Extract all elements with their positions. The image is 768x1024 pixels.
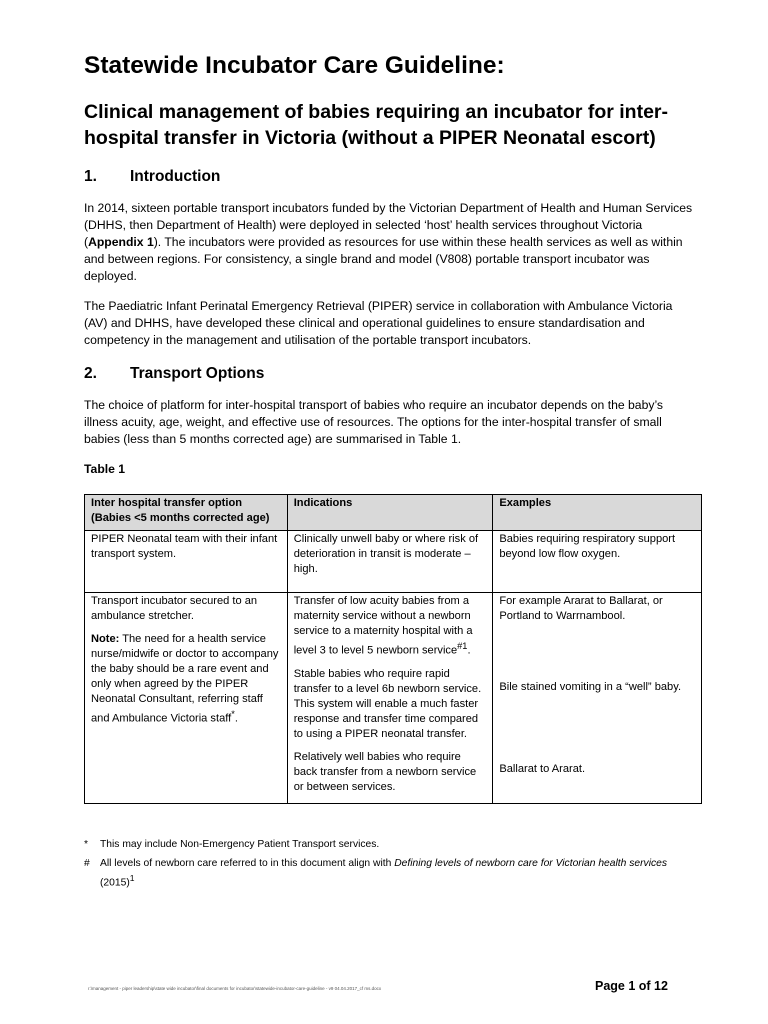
section-2-heading [84, 365, 264, 383]
table-header-row [85, 495, 702, 531]
table-row [85, 593, 702, 804]
section-2-number: 2. [84, 365, 97, 382]
cell-option: PIPER Neonatal team with their infant transport system. [85, 531, 288, 593]
footnote-hash: # All levels of newborn care referred to in this document align with Defining levels of newborn care for Victorian health services $(2015)^1$ [84, 858, 668, 889]
cell-indication: Clinically unwell baby or where risk of deterioration in transit is moderate – high. [287, 531, 493, 593]
appendix-reference: Appendix 1 [88, 235, 154, 249]
document-subtitle: Clinical management of babies requiring an incubator for inter-hospital transfer in Victoria (without a PIPER Neonatal escort) [84, 101, 669, 149]
intro-paragraph-2: The Paediatric Infant Perinatal Emergency Retrieval (PIPER) service in collaboration with Ambulance Victoria (AV) and DHHS, have developed these clinical and operational guidelines to ensure standardisation and competency in the management and utilisation of the portable transport incubators. [84, 299, 673, 347]
transport-options-paragraph: The choice of platform for inter-hospital transport of babies who require an incubator depends on the baby’s illness acuity, age, weight, and effective use of resources. The options for the inter-hospital transfer of small babies (less than 5 months corrected age) are summarised in Table 1. [84, 398, 664, 446]
intro-paragraph-1: In 2014, sixteen portable transport incubators funded by the Victorian Department of Health and Human Services (DHHS, then Department of Health) were deployed in selected ‘host’ health services throughout Victoria (Appendix 1). The incubators were provided as resources for use within these health services as well as within and between regions. For consistency, a single brand and model (V808) portable transport incubator was deployed. [84, 201, 693, 283]
footnote-asterisk: * This may include Non-Emergency Patient Transport services. [84, 839, 380, 850]
header-indications: Indications [287, 495, 493, 531]
table-row [85, 531, 702, 593]
cell-indication: Transfer of low acuity babies from a maternity service without a newborn service to a maternity hospital with a level 3 to level 5 newborn service$^{\#1}$. Stable babies who require rapid transfer to a level 6b newborn service. This system will enable a much faster response and transfer time compared to using a PIPER neonatal transfer. Relatively well babies who require back transfer from a newborn service or between services. [287, 593, 493, 804]
header-examples: Examples [493, 495, 702, 531]
cell-option: Transport incubator secured to an ambulance stretcher. Note: The need for a health service nurse/midwife or doctor to accompany the baby should be a rare event and only when agreed by the PIPER Neonatal Consultant, referring staff and Ambulance Victoria staff*. [85, 593, 288, 804]
section-1-number: 1. [84, 168, 97, 185]
document-title: Statewide Incubator Care Guideline: [84, 52, 505, 79]
transfer-options-table [84, 494, 702, 804]
section-1-heading [84, 168, 220, 186]
footnotes [84, 838, 704, 895]
table-caption: Table 1 [84, 462, 126, 476]
section-2-title: Transport Options [130, 365, 265, 382]
table-note: Note: The need for a health service nurse/midwife or doctor to accompany the baby should be a rare event and only when agreed by the PIPER Neonatal Consultant, referring staff and Ambulance Victoria staff*. [91, 633, 279, 725]
page-number: Page 1 of 12 [595, 979, 668, 993]
cell-example: For example Ararat to Ballarat, or Portland to Warrnambool. Bile stained vomiting in a “well” baby. Ballarat to Ararat. [493, 593, 702, 804]
cell-example: Babies requiring respiratory support beyond low flow oxygen. [493, 531, 702, 593]
header-transfer-option: Inter hospital transfer option (Babies <5 months corrected age) [85, 495, 288, 531]
section-1-title: Introduction [130, 168, 221, 185]
footer-file-path: r:\management - piper leadership\state wide incubator\final documents for incubator\statewide-incubator-care-guideline - v9 04.04.2017_cf ms.docx [88, 986, 382, 991]
